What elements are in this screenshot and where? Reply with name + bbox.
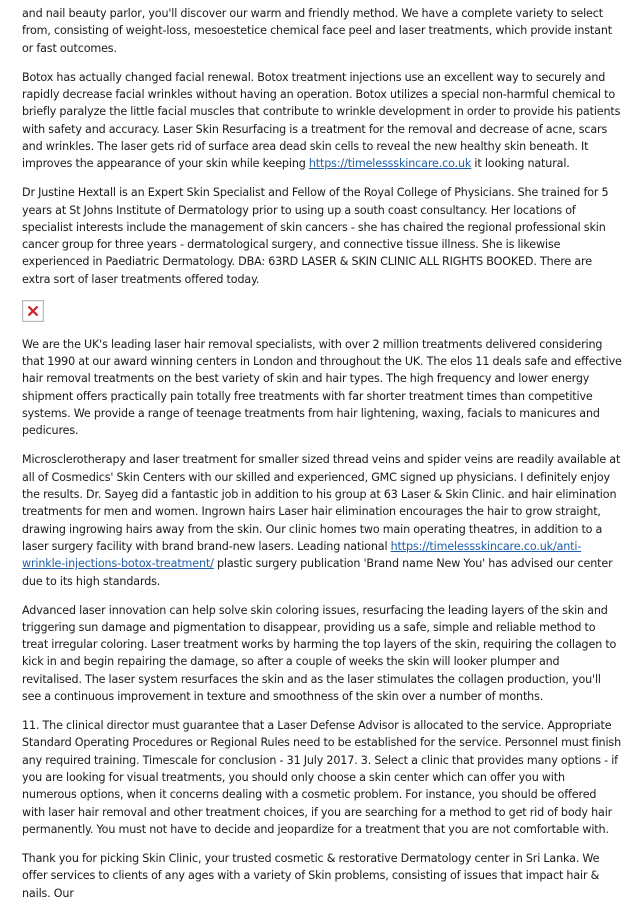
text-section-top	[22, 5, 622, 288]
paragraph-text: Dr Justine Hextall is an Expert Skin Specialist and Fellow of the Royal College of Physicians. She trained for 5 years at St Johns Institute of Dermatology prior to using up a south coast consultancy. Her locations of specialist interests include the management of skin cancers - she has chaired the regional professional skin cancer group for three years - dermatological surgery, and connective tissue illness. She is likewise experienced in Paediatric Dermatology. DBA: 63RD LASER & SKIN CLINIC ALL RIGHTS BOOKED. There are extra sort of laser treatments offered today.	[22, 186, 609, 286]
paragraph-text: We are the UK's leading laser hair removal specialists, with over 2 million treatments delivered considering that 1990 at our award winning centers in London and throughout the UK. The elos 11 deals safe and effective hair removal treatments on the best variety of skin and hair types. The high frequency and lower energy shipment offers practically pain totally free treatments with far shorter treatment times than competitive systems. We provide a range of teenage treatments from hair lightening, waxing, facials to manicures and pedicures.	[22, 337, 622, 438]
paragraph-text: Thank you for picking Skin Clinic, your trusted cosmetic & restorative Dermatology center in Sri Lanka. We offer services to clients of any ages with a variety of Skin problems, consisting of issues that impact hair & nails. Our	[22, 852, 600, 900]
paragraph	[22, 451, 622, 589]
paragraph	[22, 850, 622, 902]
paragraph-text: Advanced laser innovation can help solve skin coloring issues, resurfacing the leading layers of the skin and triggering sun damage and pigmentation to disappear, providing us a safe, simple and reliable method to treat irregular coloring. Laser treatment works by harming the top layers of the skin, requiring the collagen to kick in and begin repairing the damage, so after a couple of weeks the skin will looker plumper and revitalised. The laser system resurfaces the skin and as the laser stimulates the collagen production, you'll see a continuous improvement in texture and smoothness of the skin over a number of months.	[22, 603, 617, 704]
paragraph-text: Botox has actually changed facial renewal. Botox treatment injections use an excellent way to securely and rapidly decrease facial wrinkles without having an operation. Botox utilizes a special non-harmful chemical to briefly paralyze the little facial muscles that contribute to wrinkle development in order to provide his patients with safety and accuracy. Laser Skin Resurfacing is a treatment for the removal and decrease of acne, scars and wrinkles. The laser gets rid of surface area dead skin cells to reveal the new healthy skin beneath. It improves the appearance of your skin while keeping	[22, 70, 621, 171]
hyperlink[interactable]: https://timelessskincare.co.uk/anti-wrinkle-injections-botox-treatment/	[22, 539, 582, 571]
paragraph	[22, 5, 622, 57]
broken-image	[22, 300, 44, 322]
broken-image-icon	[27, 305, 39, 317]
paragraph	[22, 69, 622, 173]
paragraph-text: plastic surgery publication 'Brand name New You' has advised our center due to its high standards.	[22, 557, 613, 588]
hyperlink[interactable]: https://timelessskincare.co.uk	[308, 157, 472, 171]
text-section-bottom	[22, 336, 622, 902]
paragraph-text: it looking natural.	[471, 157, 570, 171]
paragraph-text: and nail beauty parlor, you'll discover our warm and friendly method. We have a complete variety to select from, consisting of weight-loss, mesoestetice chemical face peel and laser treatments, which provide instant or fast outcomes.	[22, 7, 612, 55]
paragraph-text: 11. The clinical director must guarantee that a Laser Defense Advisor is allocated to the service. Appropriate Standard Operating Procedures or Regional Rules need to be established for the service. Personnel must finish any required training. Timescale for conclusion - 31 July 2017. 3. Select a clinic that provides many options - if you are looking for visual treatments, you should only choose a skin center which can offer you with numerous options, when it concerns dealing with a cosmetic problem. For instance, you should be offered with laser hair removal and other treatment choices, if you are searching for a method to get rid of body hair permanently. You must not have to decide and jeopardize for a treatment that you are not comfortable with.	[22, 719, 622, 836]
paragraph	[22, 336, 622, 440]
paragraph-text: Microsclerotherapy and laser treatment for smaller sized thread veins and spider veins are readily available at all of Cosmedics' Skin Centers with our skilled and experienced, GMC signed up physicians. I definitely enjoy the results. Dr. Sayeg did a fantastic job in addition to his group at 63 Laser & Skin Clinic. and hair elimination treatments for men and women. Ingrown hairs Laser hair elimination encourages the hair to grow straight, drawing ingrowing hairs away from the skin. Our clinic homes two main operating theatres, in addition to a laser surgery facility with brand brand-new lasers. Leading national	[22, 453, 621, 553]
paragraph	[22, 717, 622, 838]
paragraph	[22, 184, 622, 288]
paragraph	[22, 602, 622, 706]
